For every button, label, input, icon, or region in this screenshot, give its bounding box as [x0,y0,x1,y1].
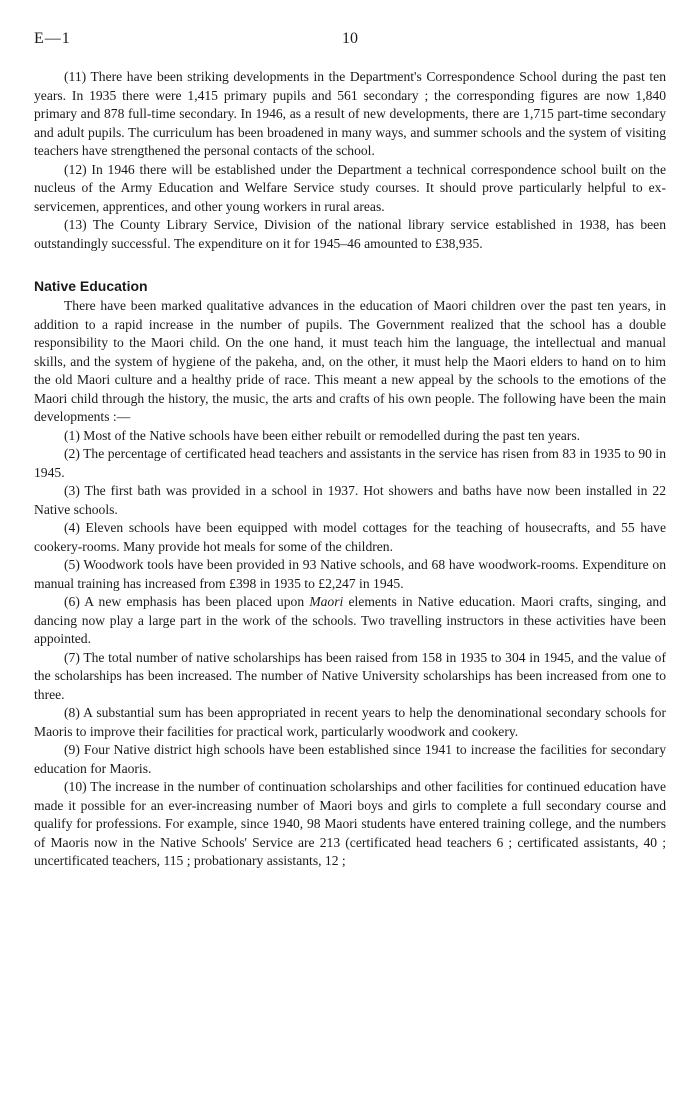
document-reference: E—1 [34,30,71,47]
item-6 [34,593,666,649]
item-2: (2) The percentage of certificated head teachers and assistants in the service has risen from 83 in 1935 to 90 in 1945. [34,446,666,480]
item-8: (8) A substantial sum has been appropriated in recent years to help the denominational secondary schools for Maoris to improve their facilities for practical work, particularly woodwork and cookery. [34,705,666,739]
item-6-before: (6) A new emphasis has been placed upon [64,594,310,609]
paragraph-13: (13) The County Library Service, Division of the national library service established in 1938, has been outstandingly successful. The expenditure on it for 1945–46 amounted to £38,935. [34,217,666,251]
page-number: 10 [342,30,358,47]
item-6-emphasis: Maori [309,594,344,609]
page-header [34,30,666,54]
item-3: (3) The first bath was provided in a school in 1937. Hot showers and baths have now been installed in 22 Native schools. [34,483,666,517]
page-body [34,68,666,871]
section-heading: Native Education [34,278,148,294]
paragraph-12: (12) In 1946 there will be established under the Department a technical correspondence school built on the nucleus of the Army Education and Welfare Service study courses. It should prove particularly helpful to ex-servicemen, apprentices, and other young workers in rural areas. [34,161,666,214]
item-4: (4) Eleven schools have been equipped with model cottages for the teaching of housecrafts, and 55 have cookery-rooms. Many provide hot meals for some of the children. [34,520,666,554]
paragraph-11: (11) There have been striking developments in the Department's Correspondence School during the past ten years. In 1935 there were 1,415 primary pupils and 561 secondary ; the corresponding figures are now 1,840 primary and 878 full-time secondary. In 1946, as a result of new developments, there are 1,715 part-time secondary and adult pupils. The curriculum has been broadened in many ways, and summer schools and the system of visiting teachers have strengthened the personal contacts of the school. [34,69,666,158]
item-1: (1) Most of the Native schools have been either rebuilt or remodelled during the past ten years. [64,427,581,443]
item-5: (5) Woodwork tools have been provided in 93 Native schools, and 68 have woodwork-rooms. Expenditure on manual training has increased from £398 in 1935 to £2,247 in 1945. [34,557,666,591]
item-7: (7) The total number of native scholarships has been raised from 158 in 1935 to 304 in 1945, and the value of the scholarships has been increased. The number of Native University scholarships has been increased from one to three. [34,649,666,702]
item-9: (9) Four Native district high schools have been established since 1941 to increase the facilities for secondary education for Maoris. [34,742,666,776]
item-6-after: elements in Native education. Maori crafts, singing, and dancing now play a large part in the work of the schools. Two travelling instructors in these activities have been appointed. [34,594,666,646]
section-gap [34,253,666,269]
item-10: (10) The increase in the number of continuation scholarships and other facilities for continued education have made it possible for an ever-increasing number of Maori boys and girls to complete a full secondary course and qualify for professions. For example, since 1940, 98 Maori students have entered training college, and the numbers of Maoris now in the Native Schools' Service are 213 (certificated head teachers 6 ; certificated assistants, 40 ; uncertificated teachers, 115 ; probationary assistants, 12 ; [34,779,666,868]
section-intro: There have been marked qualitative advances in the education of Maori children over the past ten years, in addition to a rapid increase in the number of pupils. The Government realized that the school has a double responsibility to the Maori child. On the one hand, it must teach him the language, the intellectual and manual skills, and the system of hygiene of the pakeha, and, on the other, it must help the Maori elders to hand on to him the old Maori culture and a healthy pride of race. This meant a new appeal by the schools to the emotions of the Maori child through the history, the music, the arts and crafts of his own people. The following have been the main developments :— [34,298,666,424]
